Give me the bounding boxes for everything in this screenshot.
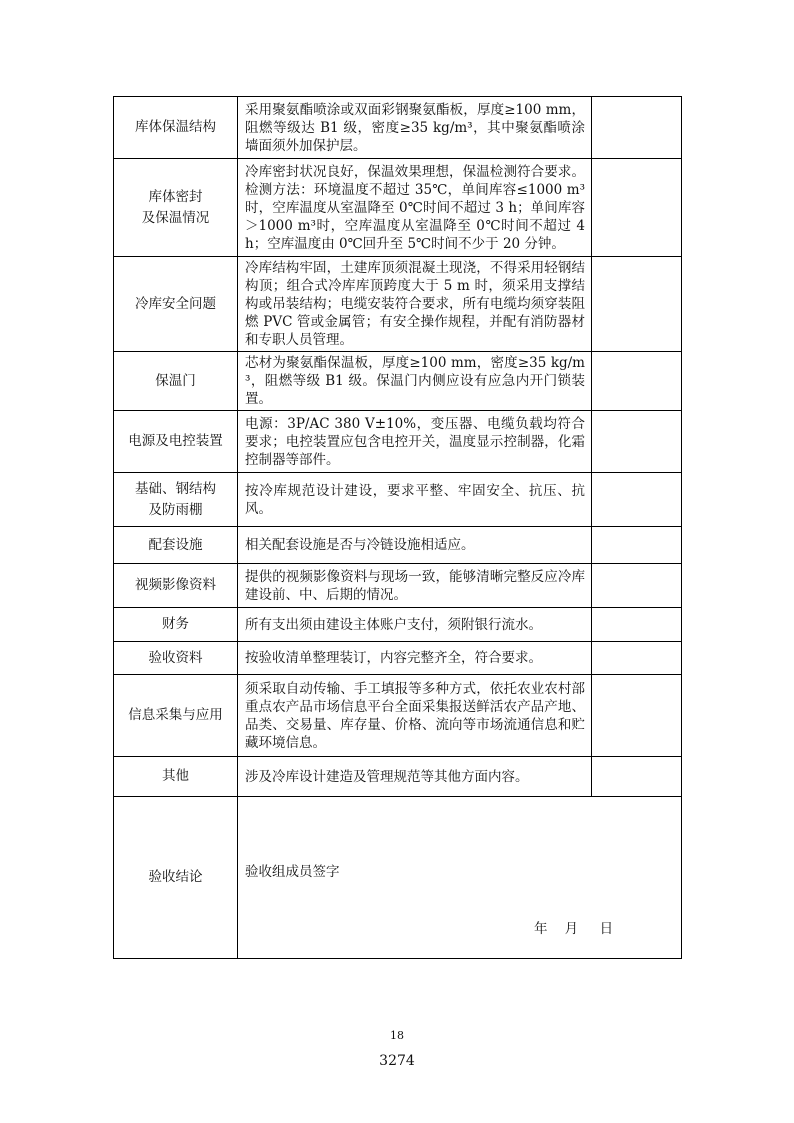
table-row: [114, 97, 682, 159]
stamp-number: 3274: [379, 1053, 415, 1069]
row-label: [114, 257, 238, 352]
row-label-text: 及防雨棚: [148, 501, 203, 518]
row-requirement: 提供的视频影像资料与现场一致，能够清晰完整反应冷库建设前、中、后期的情况。: [238, 564, 592, 608]
row-requirement: 所有支出须由建设主体账户支付，须附银行流水。: [238, 608, 592, 642]
table-row: [114, 757, 682, 797]
row-requirement: 电源：3P/AC 380 V±10%，变压器、电缆负载均符合要求；电控装置应包含电控开关，温度显示控制器，化霜控制器等部件。: [238, 411, 592, 473]
row-result-cell: [592, 97, 682, 159]
row-result-cell: [592, 608, 682, 642]
row-label: [114, 159, 238, 257]
row-result-cell: [592, 642, 682, 675]
row-requirement: 涉及冷库设计建造及管理规范等其他方面内容。: [238, 757, 592, 797]
table-row: [114, 675, 682, 757]
row-result-cell: [592, 527, 682, 564]
row-label: [114, 608, 238, 642]
row-requirement: 冷库结构牢固，土建库顶须混凝土现浇，不得采用轻钢结构顶；组合式冷库库顶跨度大于 5 m 时，须采用支撑结构或吊装结构；电缆安装符合要求，所有电缆均须穿装阻燃 PVC 管或金属管；有安全操作规程，并配有消防器材和专职人员管理。: [238, 257, 592, 352]
row-label: [114, 97, 238, 159]
page-number: 18: [390, 1029, 404, 1042]
row-label: [114, 757, 238, 797]
row-result-cell: [592, 257, 682, 352]
conclusion-label: 验收结论: [114, 797, 238, 959]
row-label-text: 信息采集与应用: [128, 707, 223, 723]
table-row: [114, 473, 682, 527]
table-row: [114, 564, 682, 608]
row-result-cell: [592, 757, 682, 797]
row-label-text: 财务: [162, 616, 189, 632]
row-label-text: 视频影像资料: [135, 577, 216, 593]
conclusion-row: [114, 797, 682, 959]
row-requirement: 采用聚氨酯喷涂或双面彩钢聚氨酯板，厚度≥100 mm，阻燃等级达 B1 级，密度≥35 kg/m³，其中聚氨酯喷涂墙面须外加保护层。: [238, 97, 592, 159]
row-label: [114, 527, 238, 564]
row-label-text: 验收资料: [148, 649, 203, 666]
row-label-text: 库体密封: [148, 188, 203, 205]
table-row: [114, 642, 682, 675]
signature-label: 验收组成员签字: [245, 864, 340, 880]
table-row: [114, 352, 682, 411]
date-label: 年 月 日: [534, 921, 614, 937]
row-label-text: 库体保温结构: [135, 119, 216, 135]
row-result-cell: [592, 352, 682, 411]
row-result-cell: [592, 411, 682, 473]
row-label: [114, 352, 238, 411]
row-requirement: 按冷库规范设计建设，要求平整、牢固安全、抗压、抗风。: [238, 473, 592, 527]
row-requirement: 按验收清单整理装订，内容完整齐全，符合要求。: [238, 642, 592, 675]
table-row: [114, 411, 682, 473]
row-label-text: 及保温情况: [141, 209, 210, 226]
table-row: [114, 608, 682, 642]
row-result-cell: [592, 473, 682, 527]
table-row: [114, 257, 682, 352]
row-requirement: 冷库密封状况良好，保温效果理想，保温检测符合要求。检测方法：环境温度不超过 35℃，单间库容≤1000 m³时，空库温度从室温降至 0℃时间不超过 3 h；单间库容＞1000 m³时，空库温度从室温降至 0℃时间不超过 4h；空库温度由 0℃回升至 5℃时间不少于 20 分钟。: [238, 159, 592, 257]
row-label: [114, 564, 238, 608]
row-requirement: 须采取自动传输、手工填报等多种方式，依托农业农村部重点农产品市场信息平台全面采集报送鲜活农产品产地、品类、交易量、库存量、价格、流向等市场流通信息和贮藏环境信息。: [238, 675, 592, 757]
row-label-text: 其他: [162, 768, 189, 784]
row-result-cell: [592, 675, 682, 757]
row-label-text: 保温门: [155, 372, 196, 389]
row-result-cell: [592, 564, 682, 608]
table-row: [114, 159, 682, 257]
row-label: [114, 473, 238, 527]
row-label: [114, 642, 238, 675]
row-label-text: 基础、钢结构: [135, 480, 216, 497]
row-requirement: 相关配套设施是否与冷链设施相适应。: [238, 527, 592, 564]
row-requirement: 芯材为聚氨酯保温板，厚度≥100 mm，密度≥35 kg/m³，阻燃等级 B1 级。保温门内侧应设有应急内开门锁装置。: [238, 352, 592, 411]
conclusion-content: [238, 797, 682, 959]
row-label: [114, 411, 238, 473]
table-row: [114, 527, 682, 564]
row-label: [114, 675, 238, 757]
acceptance-table: [113, 96, 682, 959]
row-label-text: 配套设施: [148, 536, 203, 553]
row-label-text: 电源及电控装置: [128, 433, 223, 449]
row-label-text: 冷库安全问题: [135, 295, 216, 312]
row-result-cell: [592, 159, 682, 257]
